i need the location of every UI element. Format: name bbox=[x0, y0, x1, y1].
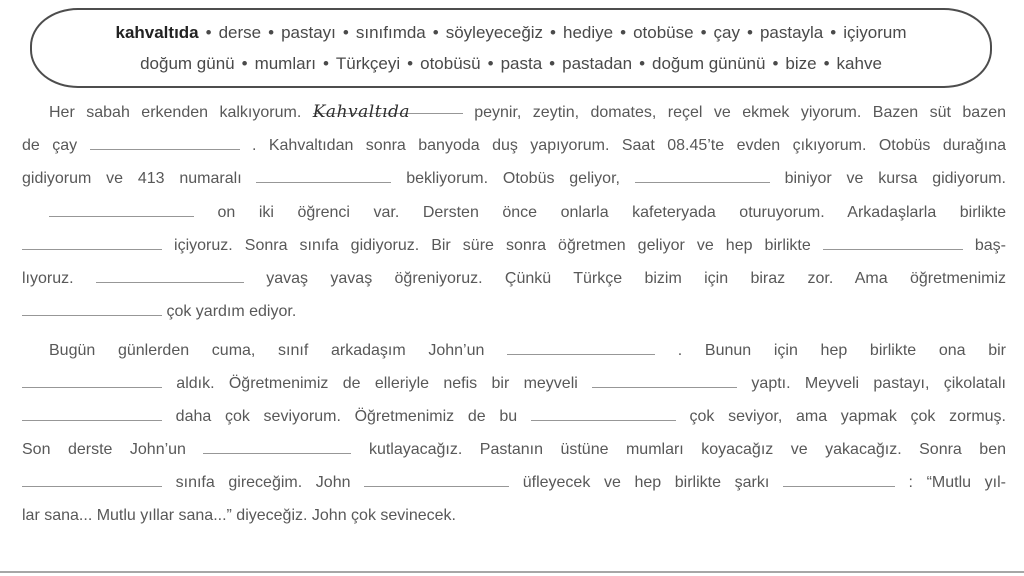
page-bottom-rule bbox=[0, 571, 1024, 573]
bullet-separator: • bbox=[205, 23, 212, 42]
fill-in-blank bbox=[823, 232, 963, 250]
worksheet-line bbox=[22, 433, 1006, 466]
bullet-separator: • bbox=[407, 54, 414, 73]
worksheet-line bbox=[22, 162, 1006, 195]
bullet-separator: • bbox=[549, 54, 556, 73]
word-bank-word: kahve bbox=[836, 54, 882, 73]
bullet-separator: • bbox=[620, 23, 627, 42]
fill-in-blank bbox=[49, 199, 194, 217]
line-text: Son derste John’un bbox=[22, 441, 204, 458]
paragraph bbox=[22, 96, 1006, 195]
line-text: de çay bbox=[22, 137, 90, 154]
fill-in-blank bbox=[507, 337, 655, 355]
bullet-separator: • bbox=[550, 23, 556, 42]
line-text: baş- bbox=[962, 237, 1006, 254]
fill-in-blank bbox=[312, 96, 463, 122]
word-bank-word: bize bbox=[785, 54, 817, 73]
line-text: Bugün günlerden cuma, sınıf arkadaşım John’un bbox=[49, 342, 508, 359]
fill-in-blank bbox=[22, 370, 162, 388]
bullet-separator: • bbox=[342, 23, 349, 42]
fill-in-blank bbox=[22, 232, 162, 250]
worksheet-line bbox=[22, 400, 1006, 433]
line-text: çok yardım ediyor. bbox=[162, 303, 297, 320]
fill-in-blank bbox=[635, 165, 770, 183]
word-bank-word: pasta bbox=[500, 54, 543, 73]
line-text: . Bunun için hep birlikte ona bir bbox=[655, 342, 1006, 359]
line-text: daha çok seviyorum. Öğretmenimiz de bu bbox=[162, 408, 531, 425]
handwritten-answer: Kahvaltıda bbox=[312, 102, 410, 122]
worksheet-line bbox=[22, 367, 1006, 400]
word-bank-word: doğum gününü bbox=[652, 54, 766, 73]
worksheet-line bbox=[22, 96, 1006, 129]
word-bank-line-2 bbox=[66, 48, 956, 79]
line-text: içiyoruz. Sonra sınıfa gidiyoruz. Bir süre sonra öğretmen geliyor ve hep birlikte bbox=[162, 237, 823, 254]
line-text: çok seviyor, ama yapmak çok zormuş. bbox=[675, 408, 1006, 425]
word-bank-word: içiyorum bbox=[843, 23, 907, 42]
fill-in-blank bbox=[22, 403, 162, 421]
word-bank-word: hediye bbox=[563, 23, 614, 42]
bullet-separator: • bbox=[700, 23, 707, 42]
fill-in-blank bbox=[364, 469, 509, 487]
bullet-separator: • bbox=[823, 54, 830, 73]
word-bank-line-1 bbox=[66, 17, 956, 48]
fill-in-blank bbox=[90, 132, 240, 150]
line-text: Her sabah erkenden kalkıyorum. bbox=[49, 104, 313, 121]
fill-in-blank bbox=[592, 370, 737, 388]
bullet-separator: • bbox=[322, 54, 329, 73]
bullet-separator: • bbox=[432, 23, 439, 42]
bullet-separator: • bbox=[487, 54, 494, 73]
line-text: aldık. Öğretmenimiz de elleriyle nefis bir meyveli bbox=[162, 375, 593, 392]
bullet-separator: • bbox=[241, 54, 248, 73]
line-text: yavaş yavaş öğreniyoruz. Çünkü Türkçe bizim için biraz zor. Ama öğretmenimiz bbox=[243, 270, 1006, 287]
worksheet-line bbox=[22, 334, 1006, 367]
line-text: on iki öğrenci var. Dersten önce onlarla kafeteryada oturuyorum. Arkadaşlarla birlikte bbox=[194, 204, 1006, 221]
word-bank-word: mumları bbox=[254, 54, 316, 73]
bullet-separator: • bbox=[639, 54, 646, 73]
worksheet-line bbox=[22, 466, 1006, 499]
word-bank-word: pastadan bbox=[562, 54, 633, 73]
line-text: sınıfa gireceğim. John bbox=[162, 474, 365, 491]
line-text: . Kahvaltıdan sonra banyoda duş yapıyorum. Saat 08.45’te evden çıkıyorum. Otobüs durağına bbox=[239, 137, 1006, 154]
line-text: lar sana... Mutlu yıllar sana...” diyeceğiz. John çok sevinecek. bbox=[22, 507, 456, 524]
worksheet-line bbox=[22, 229, 1006, 262]
word-bank-word: Türkçeyi bbox=[335, 54, 401, 73]
line-text: peynir, zeytin, domates, reçel ve ekmek yiyorum. Bazen süt bazen bbox=[462, 104, 1006, 121]
fill-in-blank bbox=[96, 265, 244, 283]
bullet-separator: • bbox=[830, 23, 837, 42]
worksheet-line bbox=[22, 129, 1006, 162]
fill-in-blank bbox=[531, 403, 676, 421]
fill-in-blank bbox=[203, 436, 351, 454]
fill-in-blank bbox=[783, 469, 895, 487]
line-text: yaptı. Meyveli pastayı, çikolatalı bbox=[737, 375, 1006, 392]
line-text: üfleyecek ve hep birlikte şarkı bbox=[509, 474, 783, 491]
word-bank-word: pastayla bbox=[759, 23, 824, 42]
word-bank-word: söyleyeceğiz bbox=[445, 23, 544, 42]
paragraph bbox=[22, 196, 1006, 328]
fill-in-blank bbox=[22, 298, 162, 316]
line-text: gidiyorum ve 413 numaralı bbox=[22, 170, 257, 187]
line-text: biniyor ve kursa gidiyorum. bbox=[769, 170, 1006, 187]
bullet-separator: • bbox=[746, 23, 753, 42]
bullet-separator: • bbox=[772, 54, 779, 73]
word-bank-word: çay bbox=[713, 23, 740, 42]
word-bank-word: otobüsü bbox=[420, 54, 481, 73]
worksheet-line bbox=[22, 499, 1006, 532]
line-text: : “Mutlu yıl- bbox=[894, 474, 1006, 491]
word-bank-word: kahvaltıda bbox=[115, 23, 199, 42]
worksheet-line bbox=[22, 262, 1006, 295]
fill-in-blank bbox=[256, 165, 391, 183]
line-text: lıyoruz. bbox=[22, 270, 96, 287]
word-bank-word: otobüse bbox=[633, 23, 694, 42]
word-bank-word: doğum günü bbox=[140, 54, 235, 73]
worksheet-line bbox=[22, 196, 1006, 229]
word-bank-box bbox=[30, 8, 992, 88]
line-text: kutlayacağız. Pastanın üstüne mumları koyacağız ve yakacağız. Sonra ben bbox=[351, 441, 1006, 458]
worksheet-line bbox=[22, 295, 1006, 328]
word-bank-word: sınıfımda bbox=[355, 23, 426, 42]
word-bank-word: derse bbox=[218, 23, 262, 42]
fill-in-blank bbox=[22, 469, 162, 487]
worksheet-body bbox=[22, 96, 1006, 532]
word-bank-word: pastayı bbox=[281, 23, 336, 42]
bullet-separator: • bbox=[268, 23, 275, 42]
line-text: bekliyorum. Otobüs geliyor, bbox=[391, 170, 635, 187]
paragraph bbox=[22, 334, 1006, 532]
